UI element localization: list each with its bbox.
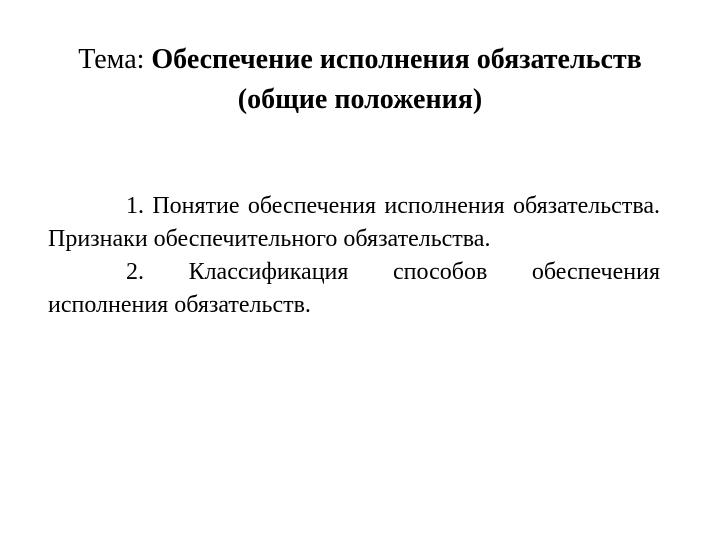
slide-title <box>60 40 660 120</box>
list-item-2: 2. Классификация способов обеспечения исполнения обязательств. <box>48 259 660 318</box>
title-topic: Обеспечение исполнения обязательств (общие положения) <box>151 44 642 115</box>
title-prefix: Тема: <box>78 44 152 75</box>
slide-body <box>48 190 660 322</box>
list-item-1: 1. Понятие обеспечения исполнения обязательства. Признаки обеспечительного обязательства. <box>48 193 660 252</box>
